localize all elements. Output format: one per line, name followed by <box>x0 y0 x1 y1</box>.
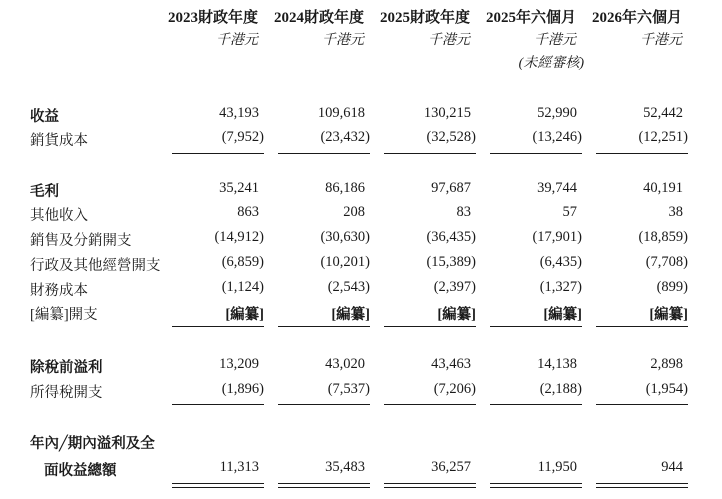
row-label-total-comprehensive-income-line2: 面收益總額 <box>44 463 117 479</box>
row-label-finance-costs: 財務成本 <box>30 283 88 299</box>
column-unit-6m2025: 千港元 <box>534 33 576 48</box>
table-cell-redacted: [編纂] <box>649 307 688 323</box>
total-double-rule <box>278 483 370 488</box>
subtotal-rule <box>596 404 688 405</box>
table-cell: (23,432) <box>320 129 370 145</box>
table-cell: (2,543) <box>327 279 370 295</box>
table-cell: 2,898 <box>650 356 683 372</box>
table-cell: 86,186 <box>325 180 365 196</box>
table-cell: 35,483 <box>325 459 365 475</box>
table-cell: 109,618 <box>317 105 365 121</box>
table-cell: 43,463 <box>431 356 471 372</box>
total-double-rule <box>596 483 688 488</box>
subtotal-rule <box>172 404 264 405</box>
subtotal-rule <box>278 404 370 405</box>
table-cell: (899) <box>656 279 688 295</box>
table-cell: 40,191 <box>643 180 683 196</box>
row-label-cost-of-sales: 銷貨成本 <box>30 133 88 149</box>
subtotal-rule <box>278 326 370 327</box>
table-cell: (1,954) <box>645 381 688 397</box>
table-cell: 43,193 <box>219 105 259 121</box>
row-label-income-tax: 所得稅開支 <box>30 385 103 401</box>
table-cell: 36,257 <box>431 459 471 475</box>
table-cell: (18,859) <box>638 229 688 245</box>
table-cell: (10,201) <box>320 254 370 270</box>
subtotal-rule <box>278 153 370 154</box>
table-cell: 11,313 <box>219 459 259 475</box>
table-cell: 39,744 <box>537 180 577 196</box>
table-cell: (14,912) <box>214 229 264 245</box>
table-cell: 130,215 <box>423 105 471 121</box>
table-cell: 944 <box>661 459 683 475</box>
table-cell: (13,246) <box>532 129 582 145</box>
row-label-admin-expenses: 行政及其他經營開支 <box>30 258 161 274</box>
column-unit-fy2025: 千港元 <box>428 33 470 48</box>
table-cell: 13,209 <box>219 356 259 372</box>
table-cell: (12,251) <box>638 129 688 145</box>
table-cell: 83 <box>456 204 471 220</box>
table-cell: (30,630) <box>320 229 370 245</box>
table-cell: 52,442 <box>643 105 683 121</box>
subtotal-rule <box>596 153 688 154</box>
table-cell: 52,990 <box>537 105 577 121</box>
column-header-fy2023: 2023財政年度 <box>167 10 258 26</box>
table-cell: (15,389) <box>426 254 476 270</box>
table-cell-redacted: [編纂] <box>437 307 476 323</box>
column-header-6m2026: 2026年六個月 <box>591 10 682 26</box>
row-label-selling-expenses: 銷售及分銷開支 <box>30 233 132 249</box>
column-header-fy2025: 2025財政年度 <box>379 10 470 26</box>
table-cell: 863 <box>237 204 259 220</box>
subtotal-rule <box>384 404 476 405</box>
column-header-fy2024: 2024財政年度 <box>273 10 364 26</box>
table-cell: 14,138 <box>537 356 577 372</box>
table-cell: (2,397) <box>433 279 476 295</box>
table-cell: (7,537) <box>327 381 370 397</box>
table-cell-redacted: [編纂] <box>225 307 264 323</box>
subtotal-rule <box>384 326 476 327</box>
subtotal-rule <box>384 153 476 154</box>
total-double-rule <box>490 483 582 488</box>
table-cell: (32,528) <box>426 129 476 145</box>
table-cell: (1,327) <box>539 279 582 295</box>
column-unit-fy2023: 千港元 <box>216 33 258 48</box>
table-cell: 57 <box>562 204 577 220</box>
row-label-revenue: 收益 <box>30 109 59 125</box>
total-double-rule <box>384 483 476 488</box>
table-cell: (6,435) <box>539 254 582 270</box>
column-unit-fy2024: 千港元 <box>322 33 364 48</box>
total-double-rule <box>172 483 264 488</box>
column-unit-6m2026: 千港元 <box>640 33 682 48</box>
table-cell: 11,950 <box>537 459 577 475</box>
table-cell-redacted: [編纂] <box>331 307 370 323</box>
table-cell: (7,206) <box>433 381 476 397</box>
table-cell: 97,687 <box>431 180 471 196</box>
table-cell: (6,859) <box>221 254 264 270</box>
table-cell: 35,241 <box>219 180 259 196</box>
row-label-listing-expenses: [編纂]開支 <box>30 307 98 323</box>
subtotal-rule <box>172 326 264 327</box>
table-cell: (2,188) <box>539 381 582 397</box>
table-cell: 38 <box>668 204 683 220</box>
row-label-gross-profit: 毛利 <box>30 184 59 200</box>
row-label-profit-before-tax: 除稅前溢利 <box>30 360 103 376</box>
row-label-total-comprehensive-income-line1: 年內╱期內溢利及全 <box>30 436 155 452</box>
table-cell: 208 <box>343 204 365 220</box>
subtotal-rule <box>490 404 582 405</box>
table-cell: (17,901) <box>532 229 582 245</box>
row-label-other-income: 其他收入 <box>30 208 88 224</box>
table-cell: (1,124) <box>221 279 264 295</box>
table-cell-redacted: [編纂] <box>543 307 582 323</box>
subtotal-rule <box>490 153 582 154</box>
table-cell: (36,435) <box>426 229 476 245</box>
table-cell: (7,952) <box>221 129 264 145</box>
table-cell: 43,020 <box>325 356 365 372</box>
subtotal-rule <box>490 326 582 327</box>
column-note-unaudited: (未經審核) <box>518 56 584 71</box>
column-header-6m2025: 2025年六個月 <box>485 10 576 26</box>
table-cell: (1,896) <box>221 381 264 397</box>
table-cell: (7,708) <box>645 254 688 270</box>
subtotal-rule <box>172 153 264 154</box>
subtotal-rule <box>596 326 688 327</box>
